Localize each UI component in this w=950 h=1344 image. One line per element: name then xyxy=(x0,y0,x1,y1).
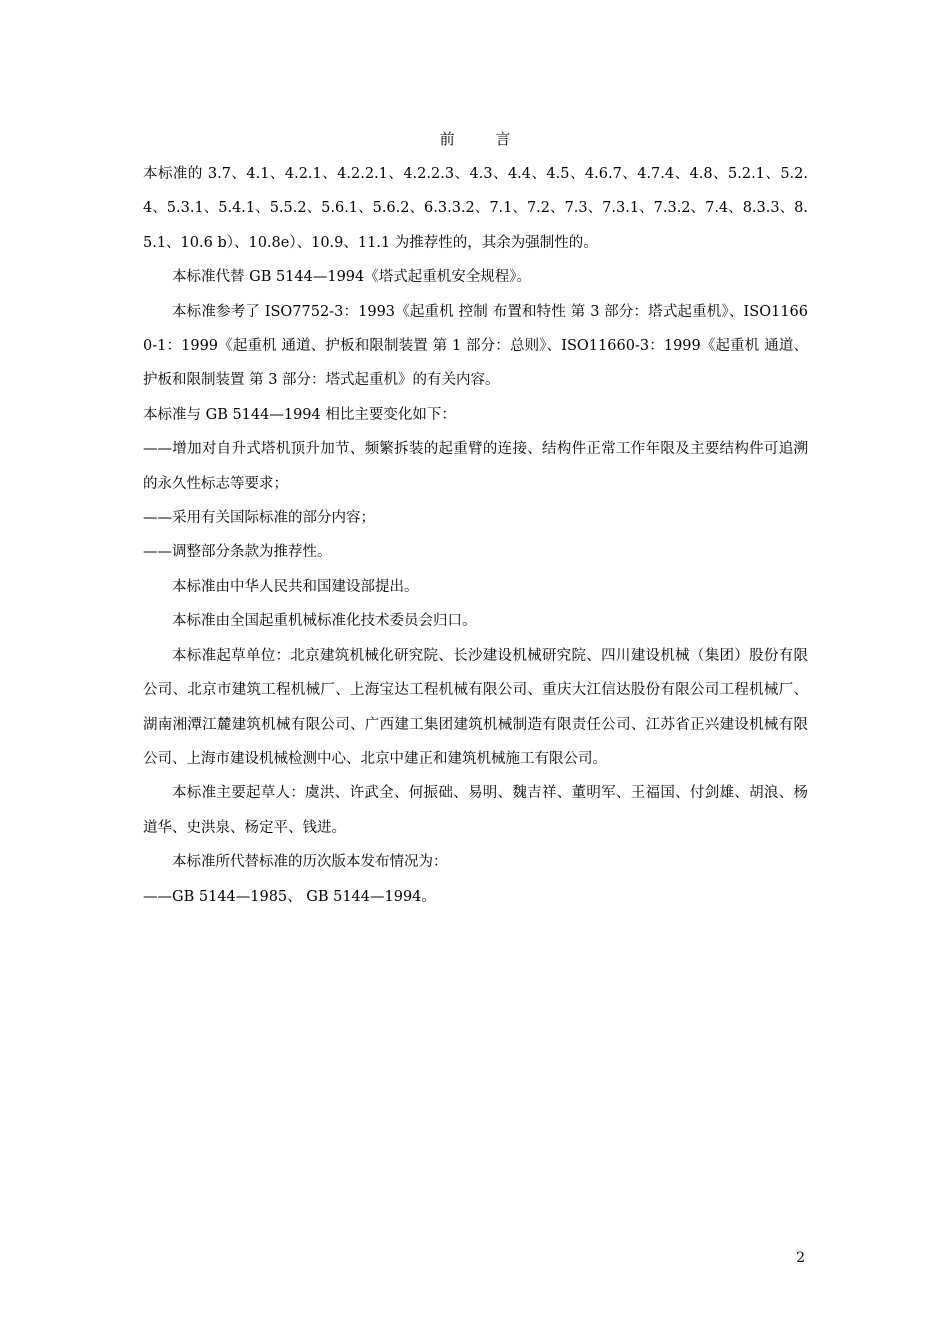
paragraph-drafters: 本标准主要起草人：虞洪、许武全、何振础、易明、魏吉祥、董明军、王福国、付剑雄、胡浪、杨道华、史洪泉、杨定平、钱进。 xyxy=(143,785,808,836)
paragraph-changes-intro: 本标准与 GB 5144—1994 相比主要变化如下： xyxy=(143,406,456,423)
paragraph-drafting-units: 本标准起草单位：北京建筑机械化研究院、长沙建设机械研究院、四川建设机械（集团）股份有限公司、北京市建筑工程机械厂、上海宝达工程机械有限公司、重庆大江信达股份有限公司工程机械厂、湖南湘潭江麓建筑机械有限公司、广西建工集团建筑机械制造有限责任公司、江苏省正兴建设机械有限公司、上海市建设机械检测中心、北京中建正和建筑机械施工有限公司。 xyxy=(143,647,808,767)
page-number: 2 xyxy=(796,1250,805,1266)
paragraph-references: 本标准参考了 ISO7752-3：1993《起重机 控制 布置和特性 第 3 部分：塔式起重机》、ISO11660-1：1999《起重机 通道、护板和限制装置 第 1 部分：总则》、ISO11660-3：1999《起重机 通道、护板和限制装置 第 3 部分：塔式起重机》的有关内容。 xyxy=(143,303,808,389)
list-item-change-2: ——采用有关国际标准的部分内容； xyxy=(143,510,375,527)
paragraph-scope: 本标准的 3.7、4.1、4.2.1、4.2.2.1、4.2.2.3、4.3、4.4、4.5、4.6.7、4.7.4、4.8、5.2.1、5.2.4、5.3.1、5.4.1、5.5.2、5.6.1、5.6.2、6.3.3.2、7.1、7.2、7.3、7.3.1、7.3.2、7.4、8.3.3、8.5.1、10.6 b）、10.8e）、10.9、11.1 为推荐性的，其余为强制性的。 xyxy=(143,166,808,251)
paragraph-proposed-by: 本标准由中华人民共和国建设部提出。 xyxy=(172,578,419,595)
paragraph-managed-by: 本标准由全国起重机械标准化技术委员会归口。 xyxy=(172,613,477,630)
list-item-change-1: ——增加对自升式塔机顶升加节、频繁拆装的起重臂的连接、结构件正常工作年限及主要结构件可追溯的永久性标志等要求； xyxy=(143,441,808,492)
paragraph-replaces: 本标准代替 GB 5144—1994《塔式起重机安全规程》。 xyxy=(172,269,532,286)
paragraph-history-intro: 本标准所代替标准的历次版本发布情况为： xyxy=(172,854,448,871)
list-item-history: ——GB 5144—1985、 GB 5144—1994。 xyxy=(143,888,436,905)
page-title: 前 言 xyxy=(439,130,529,148)
list-item-change-3: ——调整部分条款为推荐性。 xyxy=(143,544,332,561)
foreword-body xyxy=(143,157,808,914)
